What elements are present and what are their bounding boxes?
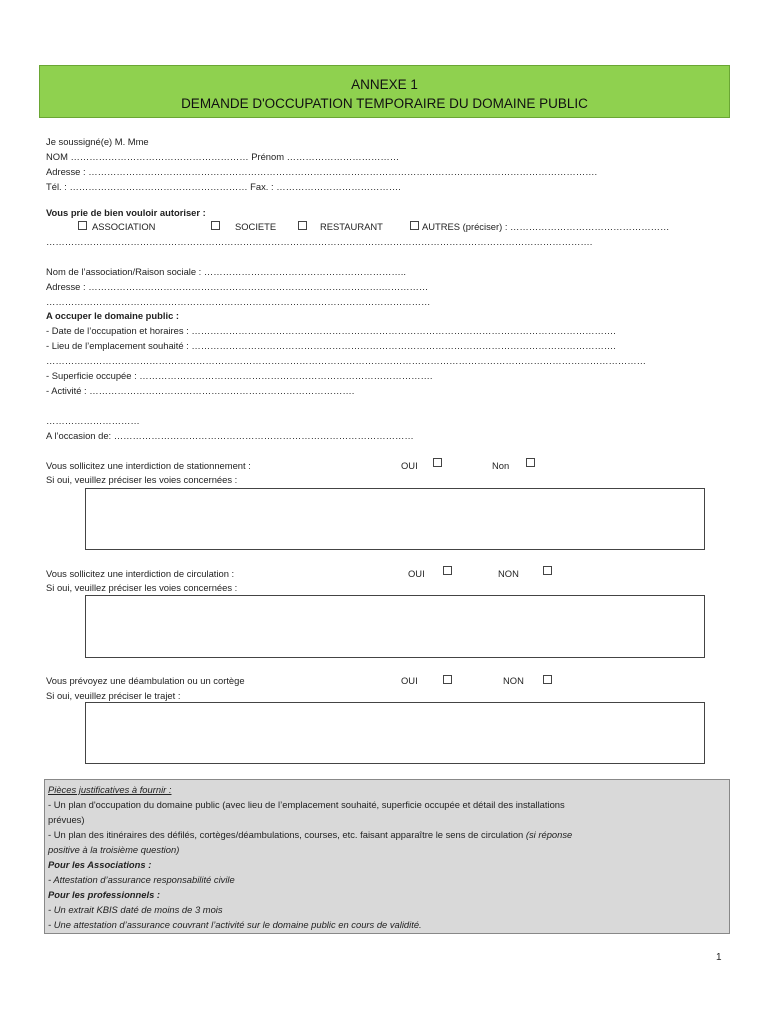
lieu-field-2[interactable]: …………………………………………………………………………………………………………………………………………………………………………: [46, 355, 646, 366]
stationnement-non-label: Non: [492, 460, 510, 471]
professionnels-item-2: - Une attestation d’assurance couvrant l’activité sur le domaine public en cours de validité.: [48, 919, 422, 930]
circulation-non-label: NON: [498, 568, 519, 579]
raison-sociale-field[interactable]: Nom de l’association/Raison sociale : ………………………………………………………..: [46, 266, 406, 277]
associations-heading: Pour les Associations :: [48, 859, 152, 870]
occupation-heading: A occuper le domaine public :: [46, 310, 180, 321]
stationnement-precision: Si oui, veuillez préciser les voies concernées :: [46, 474, 238, 485]
pieces-item-2: [48, 829, 572, 840]
soussigne-line: Je soussigné(e) M. Mme: [46, 136, 149, 147]
associations-item: - Attestation d’assurance responsabilité civile: [48, 874, 235, 885]
pieces-item-2-note: (si réponse: [525, 829, 573, 840]
lieu-field[interactable]: - Lieu de l’emplacement souhaité : ……………………………………………………………………………………………………………………….: [46, 340, 616, 351]
societe-label: SOCIETE: [235, 221, 277, 232]
stationnement-voies-textbox[interactable]: [85, 488, 705, 550]
annex-title: ANNEXE 1: [351, 77, 418, 92]
restaurant-label: RESTAURANT: [320, 221, 383, 232]
professionnels-item-1: - Un extrait KBIS daté de moins de 3 mois: [48, 904, 223, 915]
stationnement-question: Vous sollicitez une interdiction de stationnement :: [46, 460, 251, 471]
page-number: 1: [716, 952, 722, 963]
autorisation-dots[interactable]: ………………………………………………………………………………………………………………………………………………………….: [46, 236, 593, 247]
deambulation-question: Vous prévoyez une déambulation ou un cortège: [46, 675, 245, 686]
deambulation-oui-checkbox[interactable]: [443, 675, 452, 684]
circulation-voies-textbox[interactable]: [85, 595, 705, 658]
org-adresse-field[interactable]: Adresse : ………………………………………………………………………………….……………: [46, 281, 429, 292]
occasion-field[interactable]: A l’occasion de: ……………………………………………………………………………………: [46, 430, 414, 441]
restaurant-checkbox[interactable]: [298, 221, 307, 230]
trajet-textbox[interactable]: [85, 702, 705, 764]
pieces-item-2-cont: positive à la troisième question): [48, 844, 180, 855]
org-adresse-field-2[interactable]: ……………………………………………………………………………………………………………: [46, 296, 431, 307]
deambulation-oui-label: OUI: [401, 675, 418, 686]
autres-checkbox[interactable]: [410, 221, 419, 230]
adresse-field[interactable]: Adresse : ……………………………………………………………………………………………………………………………………………….: [46, 166, 598, 177]
deambulation-precision: Si oui, veuillez préciser le trajet :: [46, 690, 181, 701]
circulation-non-checkbox[interactable]: [543, 566, 552, 575]
autres-label[interactable]: AUTRES (préciser) : ……………………………………………: [422, 221, 670, 232]
tel-fax-field[interactable]: Tél. : ………………………………………………… Fax. : ………………………………….: [46, 181, 401, 192]
pieces-item-1: - Un plan d'occupation du domaine public (avec lieu de l’emplacement souhaité, superficie occupée et détail des installations: [48, 799, 565, 810]
association-label: ASSOCIATION: [92, 221, 156, 232]
activite-field[interactable]: - Activité : ………………………………………………………………………….: [46, 385, 355, 396]
pieces-title: Pièces justificatives à fournir :: [48, 784, 172, 795]
stationnement-oui-label: OUI: [401, 460, 418, 471]
pieces-justificatives-box: [44, 779, 730, 934]
circulation-oui-checkbox[interactable]: [443, 566, 452, 575]
superficie-field[interactable]: - Superficie occupée : ………………………………………………………………………………….: [46, 370, 433, 381]
association-checkbox[interactable]: [78, 221, 87, 230]
date-horaires-field[interactable]: - Date de l’occupation et horaires : ……………………………………………………………………………………………………………………….: [46, 325, 616, 336]
pieces-item-2-text: - Un plan des itinéraires des défilés, cortèges/déambulations, courses, etc. faisant apparaître le sens de circulation: [48, 829, 524, 840]
pieces-item-1-cont: prévues): [48, 814, 85, 825]
stationnement-oui-checkbox[interactable]: [433, 458, 442, 467]
societe-checkbox[interactable]: [211, 221, 220, 230]
activite-field-2[interactable]: …………………………: [46, 415, 140, 426]
deambulation-non-checkbox[interactable]: [543, 675, 552, 684]
circulation-question: Vous sollicitez une interdiction de circulation :: [46, 568, 235, 579]
title-banner: [39, 65, 730, 118]
form-title: DEMANDE D'OCCUPATION TEMPORAIRE DU DOMAINE PUBLIC: [181, 96, 588, 111]
autorisation-heading: Vous prie de bien vouloir autoriser :: [46, 207, 206, 218]
stationnement-non-checkbox[interactable]: [526, 458, 535, 467]
professionnels-heading: Pour les professionnels :: [48, 889, 161, 900]
deambulation-non-label: NON: [503, 675, 524, 686]
circulation-precision: Si oui, veuillez préciser les voies concernées :: [46, 582, 238, 593]
nom-prenom-field[interactable]: NOM ………………………………………………… Prénom ………………………………: [46, 151, 400, 162]
circulation-oui-label: OUI: [408, 568, 425, 579]
